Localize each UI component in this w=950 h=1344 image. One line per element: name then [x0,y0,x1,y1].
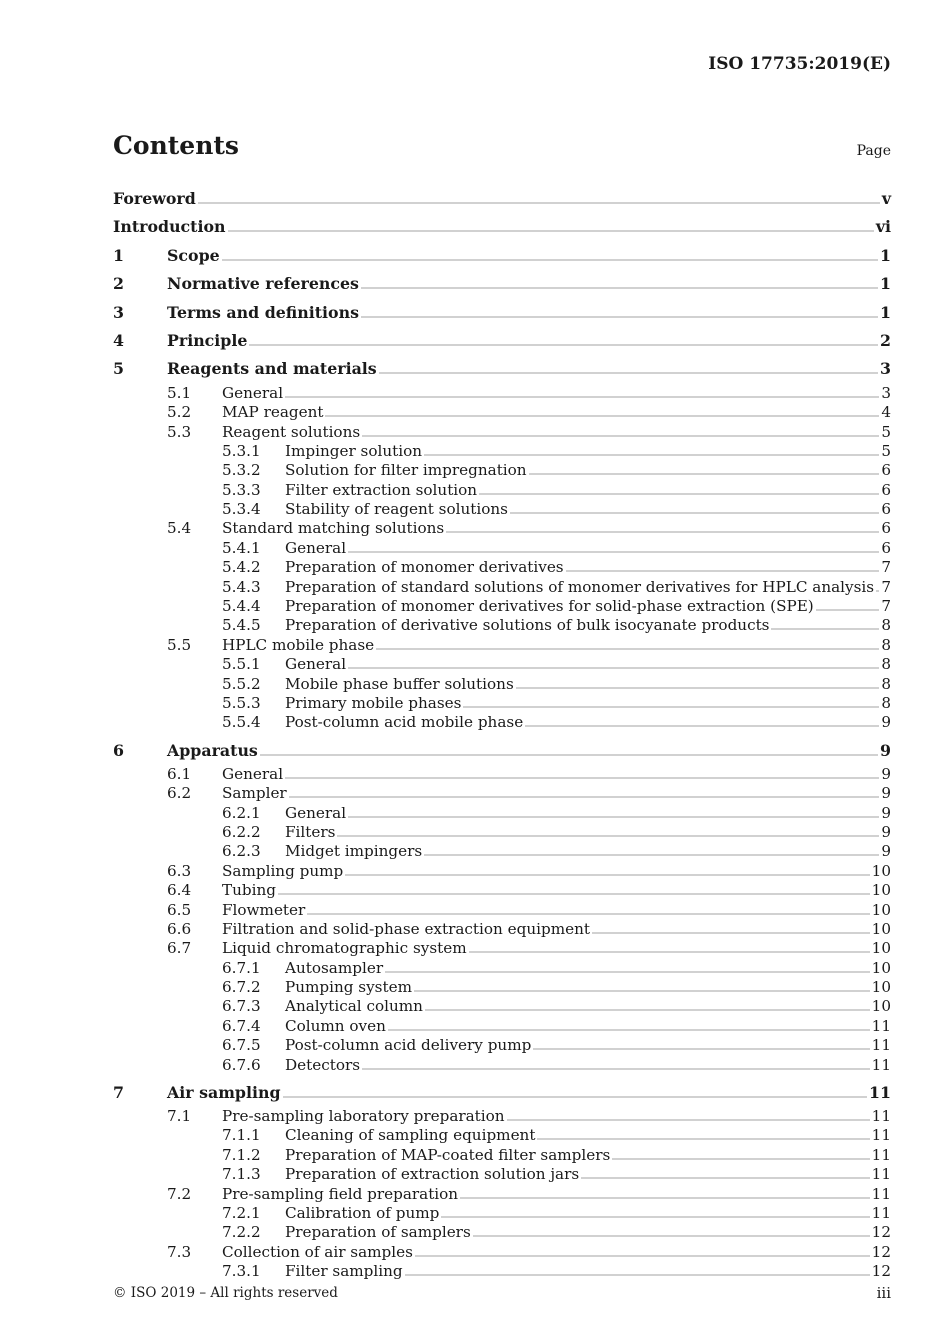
toc-entry-number: 6.2.3 [222,842,261,861]
toc-entry-title: Introduction [113,217,226,237]
toc-entry-number: 6.4 [167,881,192,900]
toc-entry[interactable] [113,270,891,298]
toc-entry[interactable] [113,1262,891,1281]
toc-entry-title: Reagent solutions [222,422,361,441]
toc-entry-number: 6.2.1 [222,803,261,822]
toc-entry-title: Pre-sampling field preparation [222,1184,459,1203]
toc-entry-page: 5 [881,441,891,460]
toc-entry-title: HPLC mobile phase [222,635,375,654]
toc-entry-page: 6 [881,480,891,499]
toc-entry[interactable] [113,636,891,655]
toc-entry-number: 5.4 [167,519,192,538]
dot-leader [385,967,870,973]
toc-entry-page: 10 [871,958,891,977]
toc-entry[interactable] [113,655,891,674]
toc-entry-number: 7.2 [167,1184,192,1203]
toc-entry-title: Air sampling [167,1083,281,1103]
dot-leader [283,1092,868,1098]
toc-entry-page: 11 [871,1165,891,1184]
toc-entry[interactable] [113,675,891,694]
toc-entry[interactable] [113,423,891,442]
toc-entry-number: 5.3.3 [222,480,261,499]
toc-entry[interactable] [113,784,891,803]
toc-entry-number: 6.7.1 [222,958,261,977]
toc-entry-page: 10 [871,881,891,900]
toc-entry-page: 10 [871,978,891,997]
toc-entry-number: 5.4.5 [222,616,261,635]
toc-entry-title: Pre-sampling laboratory preparation [222,1107,505,1126]
toc-entry[interactable] [113,939,891,958]
toc-entry-number: 1 [113,245,124,265]
dot-leader [348,812,879,818]
dot-leader [379,368,878,374]
toc-entry[interactable] [113,978,891,997]
toc-entry-title: Analytical column [285,997,423,1016]
toc-entry-title: Pumping system [285,978,412,997]
toc-entry[interactable] [113,959,891,978]
toc-entry-number: 7 [113,1083,124,1103]
dot-leader [581,1173,870,1179]
toc-entry-title: Filter extraction solution [285,480,478,499]
dot-leader [516,683,880,689]
toc-entry-number: 6.7.5 [222,1036,261,1055]
toc-entry[interactable] [113,558,891,577]
toc-entry[interactable] [113,213,891,241]
toc-entry-number: 5.1 [167,383,192,402]
toc-entry[interactable] [113,765,891,784]
dot-leader [425,1005,870,1011]
toc-entry[interactable] [113,920,891,939]
toc-entry[interactable] [113,1146,891,1165]
toc-entry-page: 11 [869,1083,891,1103]
toc-entry-number: 5.4.2 [222,558,261,577]
toc-entry-number: 7.1 [167,1107,192,1126]
dot-leader [285,773,879,779]
dot-leader [446,527,879,533]
toc-entry-number: 4 [113,330,124,350]
toc-entry[interactable] [113,1056,891,1075]
toc-entry-title: MAP reagent [222,403,324,422]
dot-leader [222,255,878,261]
toc-entry[interactable] [113,1107,891,1126]
toc-entry-title: Midget impingers [285,842,423,861]
dot-leader [537,1134,869,1140]
toc-entry-title: Primary mobile phases [285,693,462,712]
toc-entry-page: 6 [881,500,891,519]
toc-entry-page: 4 [881,403,891,422]
toc-entry-number: 5.5.1 [222,655,261,674]
dot-leader [507,1115,870,1121]
dot-leader [361,283,878,289]
toc-entry-page: 3 [880,359,891,379]
toc-entry-page: 12 [871,1262,891,1281]
toc-entry[interactable] [113,1243,891,1262]
toc-entry-page: 8 [881,693,891,712]
toc-entry-page: 9 [881,822,891,841]
dot-leader [533,1044,869,1050]
toc-entry[interactable] [113,901,891,920]
dot-leader [424,850,879,856]
toc-entry[interactable] [113,500,891,519]
dot-leader [525,721,879,727]
toc-entry-title: Tubing [222,881,276,900]
toc-entry-title: General [285,655,347,674]
toc-entry-page: 8 [881,635,891,654]
page-title: Contents [113,131,240,160]
toc-entry-page: 8 [881,674,891,693]
page-column-label: Page [856,143,891,159]
toc-entry[interactable] [113,616,891,635]
toc-entry-title: Impinger solution [285,441,423,460]
toc-entry-number: 6.1 [167,764,192,783]
copyright-notice: © ISO 2019 – All rights reserved [113,1285,338,1301]
toc-entry[interactable] [113,481,891,500]
dot-leader [198,198,880,204]
toc-entry-page: 11 [871,1203,891,1222]
dot-leader [337,831,879,837]
toc-entry-page: 9 [881,764,891,783]
toc-entry[interactable] [113,1075,891,1107]
toc-entry[interactable] [113,823,891,842]
toc-entry[interactable] [113,185,891,213]
toc-entry-number: 6 [113,740,124,760]
dot-leader [473,1231,870,1237]
dot-leader [592,928,870,934]
toc-entry[interactable] [113,403,891,422]
dot-leader [289,792,880,798]
toc-entry-number: 7.1.2 [222,1145,261,1164]
dot-leader [566,566,880,572]
toc-entry-number: 5.5.3 [222,693,261,712]
toc-entry-title: Preparation of standard solutions of monomer derivatives for HPLC analysis [285,577,875,596]
toc-entry-number: 6.7.2 [222,978,261,997]
toc-entry-title: Scope [167,245,220,265]
toc-entry[interactable] [113,1223,891,1242]
toc-entry-title: General [222,383,284,402]
toc-entry-page: 1 [880,274,891,294]
toc-entry-title: Post-column acid mobile phase [285,713,524,732]
dot-leader [463,702,879,708]
dot-leader [529,469,880,475]
toc-entry[interactable] [113,327,891,355]
dot-leader [510,508,879,514]
dot-leader [345,870,869,876]
dot-leader [285,392,879,398]
toc-entry-page: 11 [871,1145,891,1164]
toc-entry-page: 10 [871,939,891,958]
toc-entry-page: 10 [871,861,891,880]
toc-entry-title: Apparatus [167,740,258,760]
toc-entry-title: Filters [285,822,336,841]
toc-entry-number: 7.1.1 [222,1126,261,1145]
toc-entry-page: 7 [881,558,891,577]
toc-entry[interactable] [113,997,891,1016]
toc-entry-page: 9 [881,803,891,822]
toc-entry-title: Filter sampling [285,1262,403,1281]
dot-leader [362,1064,870,1070]
toc-entry-page: 9 [881,713,891,732]
toc-entry-number: 6.2 [167,784,192,803]
toc-entry-page: 11 [871,1184,891,1203]
toc-entry-number: 5.3.4 [222,500,261,519]
toc-entry-title: Normative references [167,274,359,294]
toc-entry-number: 7.2.2 [222,1223,261,1242]
toc-entry-number: 5.4.4 [222,597,261,616]
toc-entry-number: 6.7 [167,939,192,958]
toc-entry-title: Liquid chromatographic system [222,939,467,958]
toc-entry-page: 11 [871,1016,891,1035]
toc-entry-number: 7.1.3 [222,1165,261,1184]
dot-leader [424,450,879,456]
dot-leader [414,986,870,992]
toc-entry[interactable] [113,1185,891,1204]
toc-entry-number: 5 [113,359,124,379]
toc-entry-number: 6.6 [167,919,192,938]
dot-leader [307,909,869,915]
toc-entry-number: 5.2 [167,403,192,422]
toc-entry-page: 6 [881,519,891,538]
toc-entry-number: 6.7.6 [222,1055,261,1074]
toc-entry-title: Mobile phase buffer solutions [285,674,514,693]
dot-leader [441,1212,869,1218]
toc-entry-title: Autosampler [285,958,384,977]
toc-entry[interactable] [113,1036,891,1055]
dot-leader [460,1193,870,1199]
dot-leader [361,312,878,318]
toc-entry-page: v [881,189,891,208]
toc-entry-title: Column oven [285,1016,386,1035]
toc-entry-page: 12 [871,1223,891,1242]
toc-entry-page: 5 [881,422,891,441]
toc-entry-title: Preparation of MAP-coated filter samplers [285,1145,611,1164]
toc-entry-page: 9 [881,842,891,861]
toc-entry-title: General [222,764,284,783]
toc-entry-title: Terms and definitions [167,302,359,322]
toc-entry-page: 9 [881,784,891,803]
dot-leader [612,1154,869,1160]
toc-entry-page: 9 [880,740,891,760]
toc-entry-title: Reagents and materials [167,359,377,379]
dot-leader [469,947,870,953]
toc-entry[interactable] [113,242,891,270]
toc-entry-title: Sampler [222,784,287,803]
page-number: iii [876,1284,891,1302]
dot-leader [362,431,879,437]
toc-entry-number: 5.3 [167,422,192,441]
document-id: ISO 17735:2019(E) [708,54,891,74]
dot-leader [771,624,879,630]
toc-entry-number: 5.4.3 [222,577,261,596]
toc-entry-page: 6 [881,538,891,557]
toc-entry-number: 7.2.1 [222,1203,261,1222]
toc-entry-number: 5.5.4 [222,713,261,732]
toc-entry-title: Preparation of monomer derivatives for solid-phase extraction (SPE) [285,597,814,616]
toc-entry-number: 7.3.1 [222,1262,261,1281]
toc-entry[interactable] [113,519,891,538]
toc-entry-number: 3 [113,302,124,322]
toc-entry-title: Detectors [285,1055,361,1074]
toc-entry-title: Calibration of pump [285,1203,440,1222]
toc-entry-title: General [285,803,347,822]
toc-entry-page: 12 [871,1242,891,1261]
toc-entry-page: 10 [871,919,891,938]
dot-leader [876,586,879,592]
toc-entry-number: 5.3.2 [222,461,261,480]
toc-entry-title: Sampling pump [222,861,344,880]
toc-entry[interactable] [113,299,891,327]
toc-entry-page: 3 [881,383,891,402]
dot-leader [479,489,879,495]
toc-entry-page: 8 [881,616,891,635]
toc-entry-page: 11 [871,1107,891,1126]
toc-entry-page: 6 [881,461,891,480]
toc-entry-title: Preparation of extraction solution jars [285,1165,580,1184]
dot-leader [260,750,878,756]
dot-leader [415,1251,870,1257]
toc-entry[interactable] [113,733,891,765]
toc-entry-number: 6.7.3 [222,997,261,1016]
toc-entry-title: Preparation of derivative solutions of bulk isocyanate products [285,616,770,635]
toc-entry[interactable] [113,442,891,461]
toc-entry-page: 10 [871,900,891,919]
toc-entry-page: 10 [871,997,891,1016]
toc-entry-page: 7 [881,577,891,596]
dot-leader [348,547,879,553]
toc-entry-number: 7.3 [167,1242,192,1261]
toc-entry[interactable] [113,804,891,823]
dot-leader [388,1025,870,1031]
toc-entry[interactable] [113,1204,891,1223]
toc-entry[interactable] [113,1165,891,1184]
toc-entry[interactable] [113,461,891,480]
toc-entry-page: 1 [880,245,891,265]
toc-entry-page: 1 [880,302,891,322]
toc-entry-page: 7 [881,597,891,616]
toc-entry-title: Standard matching solutions [222,519,445,538]
toc-entry[interactable] [113,1017,891,1036]
toc-entry[interactable] [113,597,891,616]
toc-entry[interactable] [113,842,891,861]
toc-entry[interactable] [113,881,891,900]
dot-leader [278,889,870,895]
toc-entry-number: 2 [113,274,124,294]
toc-entry-title: Post-column acid delivery pump [285,1036,532,1055]
toc-entry-page: 11 [871,1055,891,1074]
toc-entry-title: Foreword [113,189,196,208]
dot-leader [249,340,878,346]
toc-entry[interactable] [113,355,891,383]
toc-entry-title: Principle [167,330,248,350]
toc-entry-title: General [285,538,347,557]
toc-entry-page: vi [875,217,891,237]
dot-leader [816,605,880,611]
toc-entry-number: 5.4.1 [222,538,261,557]
toc-entry-number: 5.3.1 [222,441,261,460]
toc-entry[interactable] [113,384,891,403]
toc-entry-page: 11 [871,1036,891,1055]
toc-entry[interactable] [113,713,891,732]
toc-entry[interactable] [113,694,891,713]
toc-entry-number: 6.3 [167,861,192,880]
toc-entry[interactable] [113,539,891,558]
toc-entry-page: 11 [871,1126,891,1145]
toc-entry-number: 5.5 [167,635,192,654]
dot-leader [325,411,879,417]
toc-entry-title: Filtration and solid-phase extraction equipment [222,919,590,938]
toc-entry-number: 6.7.4 [222,1016,261,1035]
toc-entry[interactable] [113,578,891,597]
toc-entry-page: 8 [881,655,891,674]
toc-entry[interactable] [113,1126,891,1145]
table-of-contents [113,185,891,1282]
dot-leader [405,1270,870,1276]
dot-leader [228,226,874,232]
toc-entry-title: Collection of air samples [222,1242,413,1261]
toc-entry-title: Stability of reagent solutions [285,500,508,519]
toc-entry-title: Solution for filter impregnation [285,461,527,480]
toc-entry-title: Preparation of samplers [285,1223,471,1242]
toc-entry[interactable] [113,862,891,881]
toc-entry-page: 2 [880,330,891,350]
toc-entry-number: 5.5.2 [222,674,261,693]
toc-entry-title: Cleaning of sampling equipment [285,1126,536,1145]
dot-leader [376,644,879,650]
dot-leader [348,663,879,669]
toc-entry-title: Preparation of monomer derivatives [285,558,564,577]
toc-entry-number: 6.2.2 [222,822,261,841]
toc-entry-number: 6.5 [167,900,192,919]
toc-entry-title: Flowmeter [222,900,306,919]
